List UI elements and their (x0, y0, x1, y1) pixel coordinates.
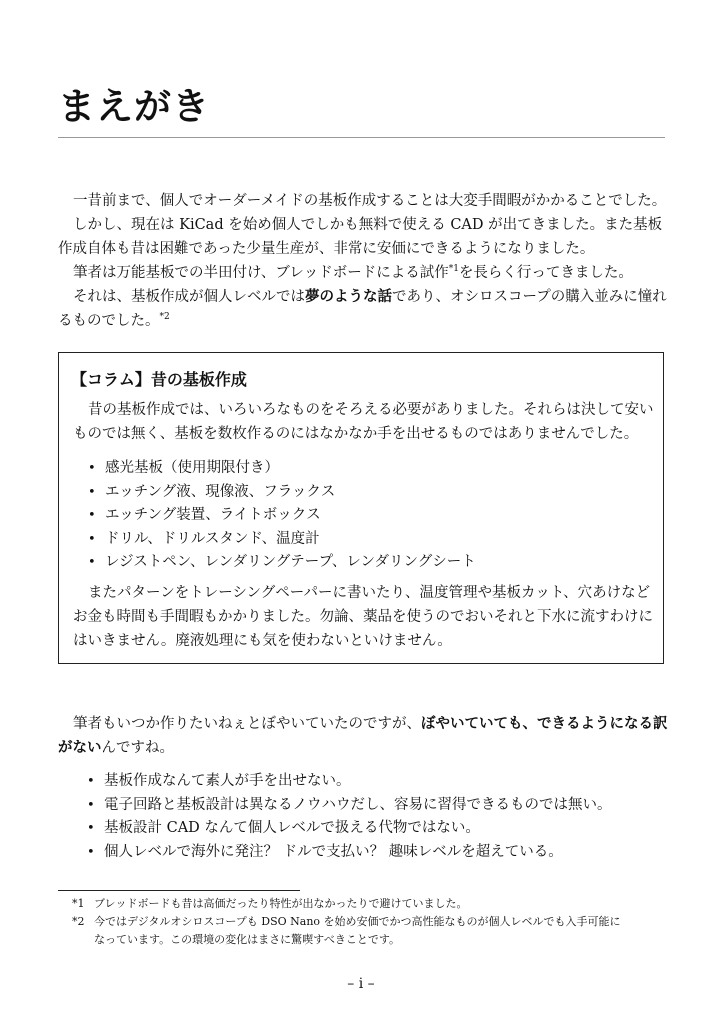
intro-line-4 (58, 261, 668, 285)
list-item: • ドリル、ドリルスタンド、温度計 (87, 528, 476, 552)
column-p2-line-2: お金も時間も手間暇もかかりました。勿論、薬品を使うのでおいそれと下水に流すわけに (73, 609, 653, 625)
footnote-ref-2[interactable]: *2 (159, 312, 170, 323)
footnote-2-line-1 (72, 913, 668, 931)
emphasis-grumbling-end: がない (58, 740, 102, 756)
intro-line-2: しかし、現在は KiCad を始め個人でしかも無料で使える CAD が出てきました。また基板 (73, 217, 663, 233)
page-number: – i – (347, 976, 375, 992)
intro-line-4-text: 筆者は万能基板での半田付け、ブレッドボードによる試作 (73, 265, 449, 281)
footnote-2-mark: *2 (72, 915, 85, 928)
intro-paragraph (58, 189, 668, 333)
emphasis-dream-story: 夢のような話 (305, 289, 392, 305)
column-p1-line-2: ものでは無く、基板を数枚作るのにはなかなか手を出せるものではありませんでした。 (73, 426, 639, 442)
column-p2-line-3: はいきません。廃液処理にも気を使わないといけません。 (73, 633, 452, 649)
list-item: • レジストペン、レンダリングテープ、レンダリングシート (87, 551, 476, 575)
footnote-1-text: ブレッドボードも昔は高価だったり特性が出なかったりで避けていました。 (94, 897, 468, 910)
column-box (58, 352, 664, 664)
list-item: • 感光基板（使用期限付き） (87, 457, 476, 481)
column-title: 【コラム】昔の基板作成 (71, 370, 247, 389)
footnote-divider (58, 890, 300, 891)
footnote-1-mark: *1 (72, 897, 85, 910)
column-equipment-list (87, 457, 476, 575)
intro-line-5-text: それは、基板作成が個人レベルでは (73, 289, 305, 305)
list-item: • エッチング装置、ライトボックス (87, 504, 476, 528)
intro-line-5-tail: であり、オシロスコープの購入並みに憧れ (392, 289, 667, 305)
footnote-2 (72, 913, 668, 949)
closing-line-2 (58, 736, 668, 760)
list-item: • 個人レベルで海外に発注？ ドルで支払い？ 趣味レベルを超えている。 (86, 841, 612, 865)
column-p1-line-1: 昔の基板作成では、いろいろなものをそろえる必要がありました。それらは決して安い (88, 402, 654, 418)
column-paragraph-1 (73, 398, 658, 446)
intro-line-6 (58, 309, 668, 333)
list-item: • 基板作成なんて素人が手を出せない。 (86, 770, 612, 794)
column-p2-line-1: またパターンをトレーシングペーパーに書いたり、温度管理や基板カット、穴あけなど (88, 585, 651, 601)
title-divider (58, 137, 665, 138)
closing-line-1 (58, 712, 668, 736)
footnote-2-line-2: なっています。この環境の変化はまさに驚喫すべきことです。 (94, 933, 401, 946)
closing-paragraph (58, 712, 668, 760)
emphasis-grumbling: ぼやいていても、できるようになる訳 (421, 716, 668, 732)
footnote-2-text: 今ではデジタルオシロスコープも DSO Nano を始め安価でかつ高性能なものが個人レベルでも入手可能に (94, 915, 621, 928)
footnote-ref-1[interactable]: *1 (448, 264, 459, 275)
intro-line-1: 一昔前まで、個人でオーダーメイドの基板作成することは大変手間暇がかかることでした。 (73, 193, 667, 209)
intro-line-4-tail: を長らく行ってきました。 (458, 265, 633, 281)
closing-line-1-text: 筆者もいつか作りたいねぇとぼやいていたのですが、 (73, 716, 421, 732)
intro-line-3: 作成自体も昔は困難であった少量生産が、非常に安価にできるようになりました。 (58, 241, 595, 257)
barriers-list (86, 770, 612, 864)
list-item: • 基板設計 CAD なんて個人レベルで扱える代物ではない。 (86, 817, 612, 841)
closing-line-2-tail: んですね。 (101, 740, 174, 756)
intro-line-6-text: るものでした。 (58, 313, 160, 329)
intro-line-5 (58, 285, 668, 309)
list-item: • エッチング液、現像液、フラックス (87, 481, 476, 505)
column-paragraph-2 (73, 581, 658, 653)
page-title: まえがき (58, 85, 210, 128)
list-item: • 電子回路と基板設計は異なるノウハウだし、容易に習得できるものでは無い。 (86, 794, 612, 818)
footnote-1 (72, 895, 668, 913)
